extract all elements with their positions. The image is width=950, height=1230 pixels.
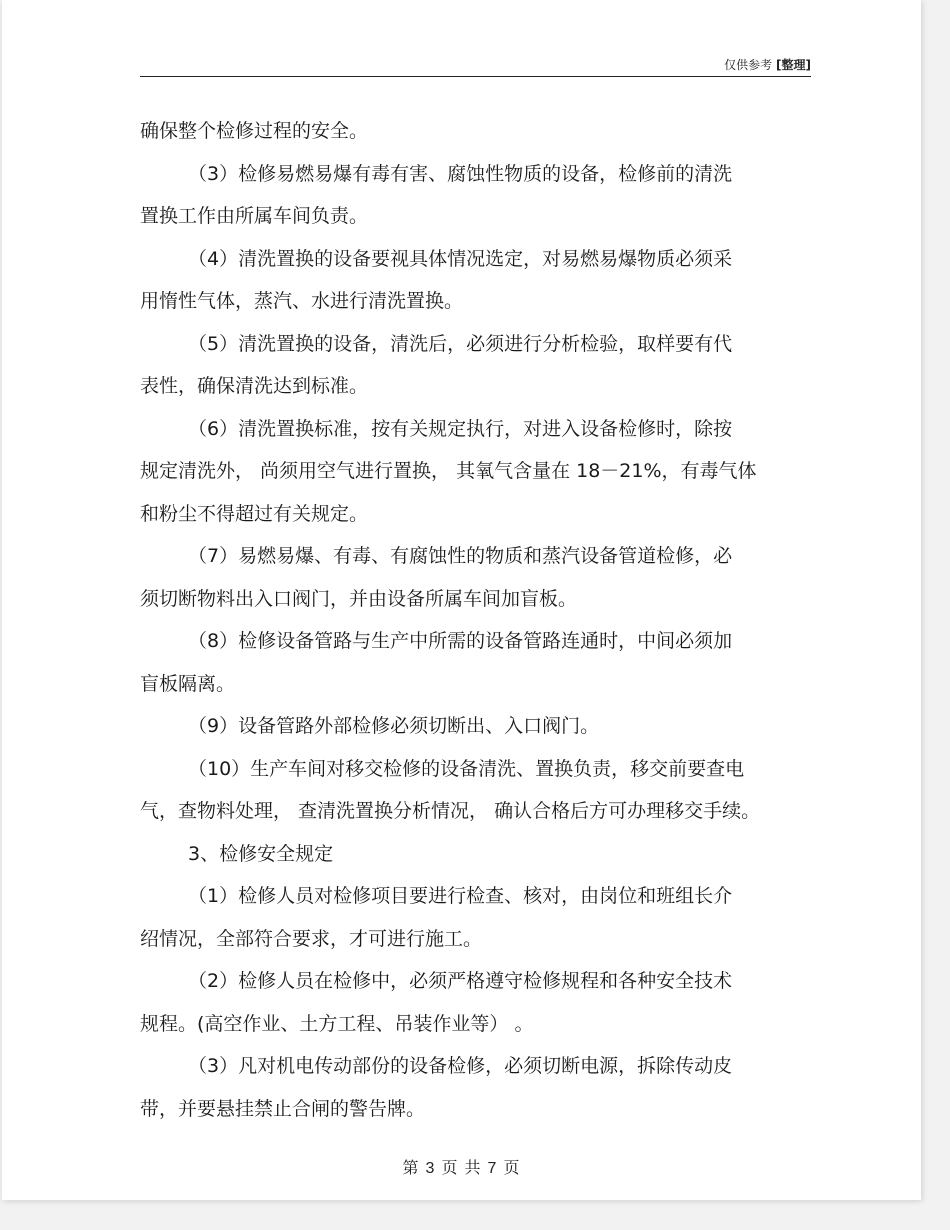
text-line: 表性，确保清洗达到标准。: [140, 375, 369, 397]
text-line: 和粉尘不得超过有关规定。: [140, 502, 369, 525]
text-line: （1）检修人员对检修项目要进行检查、核对，由岗位和班组长介: [188, 885, 733, 907]
header-note: [724, 56, 811, 73]
text-line: （3）检修易燃易爆有毒有害、腐蚀性物质的设备，检修前的清洗: [188, 162, 733, 185]
text-line: （7）易燃易爆、有毒、有腐蚀性的物质和蒸汽设备管道检修，必: [188, 545, 733, 567]
text-line: 规定清洗外， 尚须用空气进行置换， 其氧气含量在 18－21%，有毒气体: [140, 460, 757, 482]
text-line: （6）清洗置换标准，按有关规定执行，对进入设备检修时，除按: [188, 417, 733, 440]
section-heading: 3、检修安全规定: [188, 842, 334, 865]
footer-suffix: 页: [503, 1158, 521, 1177]
text-line: 规程。(高空作业、土方工程、吊装作业等） 。: [140, 1012, 534, 1035]
text-line: （5）清洗置换的设备，清洗后，必须进行分析检验，取样要有代: [188, 332, 733, 355]
document-page: [2, 0, 921, 1200]
text-line: 用惰性气体，蒸汽、水进行清洗置换。: [140, 290, 464, 312]
text-line: （4）清洗置换的设备要视具体情况选定，对易燃易爆物质必须采: [188, 247, 733, 270]
text-line: （9）设备管路外部检修必须切断出、入口阀门。: [188, 715, 600, 737]
text-line: 盲板隔离。: [140, 672, 236, 695]
text-line: 置换工作由所属车间负责。: [140, 205, 369, 227]
header-rule: [140, 76, 811, 77]
text-line: （3）凡对机电传动部份的设备检修，必须切断电源，拆除传动皮: [188, 1055, 733, 1077]
text-line: （10）生产车间对移交检修的设备清洗、置换负责，移交前要查电: [188, 757, 745, 780]
header-note-text: 仅供参考: [724, 58, 773, 72]
text-line: （8）检修设备管路与生产中所需的设备管路连通时，中间必须加: [188, 630, 733, 652]
text-line: （2）检修人员在检修中，必须严格遵守检修规程和各种安全技术: [188, 970, 733, 992]
page-footer: [2, 1155, 921, 1178]
text-line: 带，并要悬挂禁止合闸的警告牌。: [140, 1097, 426, 1120]
total-page-number: 7: [487, 1160, 498, 1177]
body-text: [140, 110, 811, 1130]
header-tag: [整理]: [776, 58, 811, 72]
footer-prefix: 第: [402, 1158, 420, 1177]
text-line: 气，查物料处理， 查清洗置换分析情况， 确认合格后方可办理移交手续。: [140, 800, 761, 822]
text-line: 确保整个检修过程的安全。: [140, 120, 369, 142]
current-page-number: 3: [425, 1160, 436, 1177]
text-line: 绍情况，全部符合要求，才可进行施工。: [140, 927, 483, 950]
text-line: 须切断物料出入口阀门，并由设备所属车间加盲板。: [140, 587, 578, 610]
footer-mid: 页 共: [441, 1158, 482, 1177]
